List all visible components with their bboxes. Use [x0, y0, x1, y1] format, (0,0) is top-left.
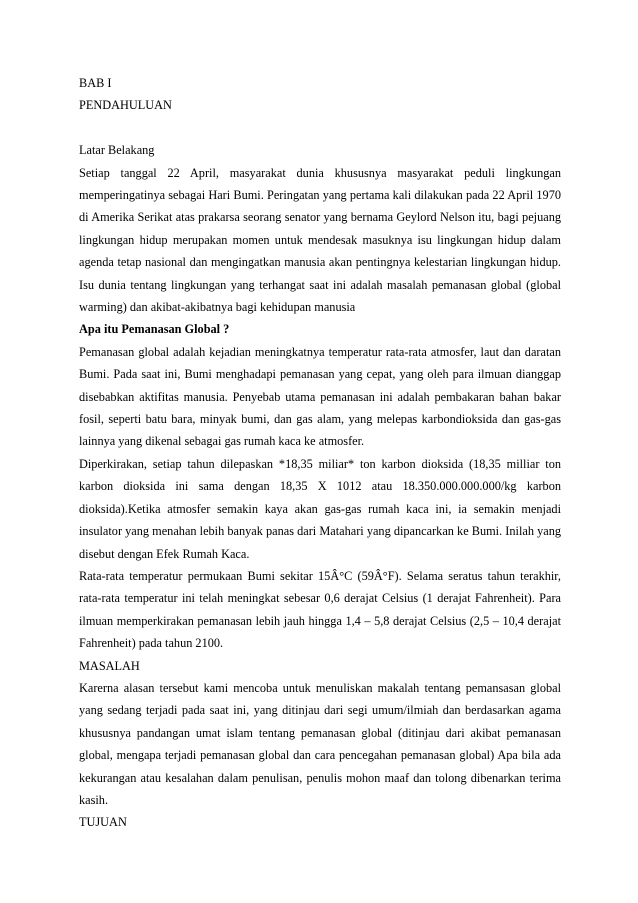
- document-page: [79, 72, 561, 834]
- paragraph-definition: Pemanasan global adalah kejadian meningkatnya temperatur rata-rata atmosfer, laut dan daratan Bumi. Pada saat ini, Bumi menghadapi pemanasan yang cepat, yang oleh para ilmuan dianggap disebabkan aktifitas manusia. Penyebab utama pemanasan ini adalah pembakaran bahan bakar fosil, seperti batu bara, minyak bumi, dan gas alam, yang melepas karbondioksida dan gas-gas lainnya yang dikenal sebagai gas rumah kaca ke atmosfer.: [79, 344, 561, 449]
- section-heading-tujuan: TUJUAN: [79, 815, 127, 830]
- chapter-title: PENDAHULUAN: [79, 98, 172, 113]
- paragraph-latar-belakang: Setiap tanggal 22 April, masyarakat dunia khususnya masyarakat peduli lingkungan memperingatinya sebagai Hari Bumi. Peringatan yang pertama kali dilakukan pada 22 April 1970 di Amerika Serikat atas prakarsa seorang senator yang bernama Geylord Nelson itu, bagi pejuang lingkungan hidup merupakan momen untuk mendesak masuknya isu lingkungan hidup dalam agenda tetap nasional dan mengingatkan manusia akan pentingnya kelestarian lingkungan hidup. Isu dunia tentang lingkungan yang terhangat saat ini adalah masalah pemanasan global (global warming) dan akibat-akibatnya bagi kehidupan manusia: [79, 165, 561, 315]
- paragraph-temperature: Rata-rata temperatur permukaan Bumi sekitar 15Â°C (59Â°F). Selama seratus tahun terakhir, rata-rata temperatur ini telah meningkat sebesar 0,6 derajat Celsius (1 derajat Fahrenheit). Para ilmuan memperkirakan pemanasan lebih jauh hingga 1,4 – 5,8 derajat Celsius (2,5 – 10,4 derajat Fahrenheit) pada tahun 2100.: [79, 568, 561, 651]
- blank-line: [79, 117, 561, 139]
- section-heading-latar-belakang: Latar Belakang: [79, 143, 155, 158]
- section-heading-masalah: MASALAH: [79, 658, 140, 673]
- paragraph-masalah: Karerna alasan tersebut kami mencoba untuk menuliskan makalah tentang pemansasan global yang sedang terjadi pada saat ini, yang ditinjau dari segi umum/ilmiah dan berdasarkan agama khususnya pandangan umat islam tentang pemanasan global (ditinjau dari akibat pemanasan global, mengapa terjadi pemanasan global dan cara pencegahan pemanasan global) Apa bila ada kekurangan atau kesalahan dalam penulisan, penulis mohon maaf dan tolong dibenarkan terima kasih.: [79, 680, 561, 807]
- paragraph-estimate: Diperkirakan, setiap tahun dilepaskan *18,35 miliar* ton karbon dioksida (18,35 milliar ton karbon dioksida ini sama dengan 18,35 X 1012 atau 18.350.000.000.000/kg karbon dioksida).Ketika atmosfer semakin kaya akan gas-gas rumah kaca ini, ia semakin menjadi insulator yang menahan lebih banyak panas dari Matahari yang dipancarkan ke Bumi. Inilah yang disebut dengan Efek Rumah Kaca.: [79, 456, 561, 561]
- heading-apa-itu-pemanasan-global: Apa itu Pemanasan Global ?: [79, 322, 230, 337]
- chapter-number: BAB I: [79, 76, 112, 90]
